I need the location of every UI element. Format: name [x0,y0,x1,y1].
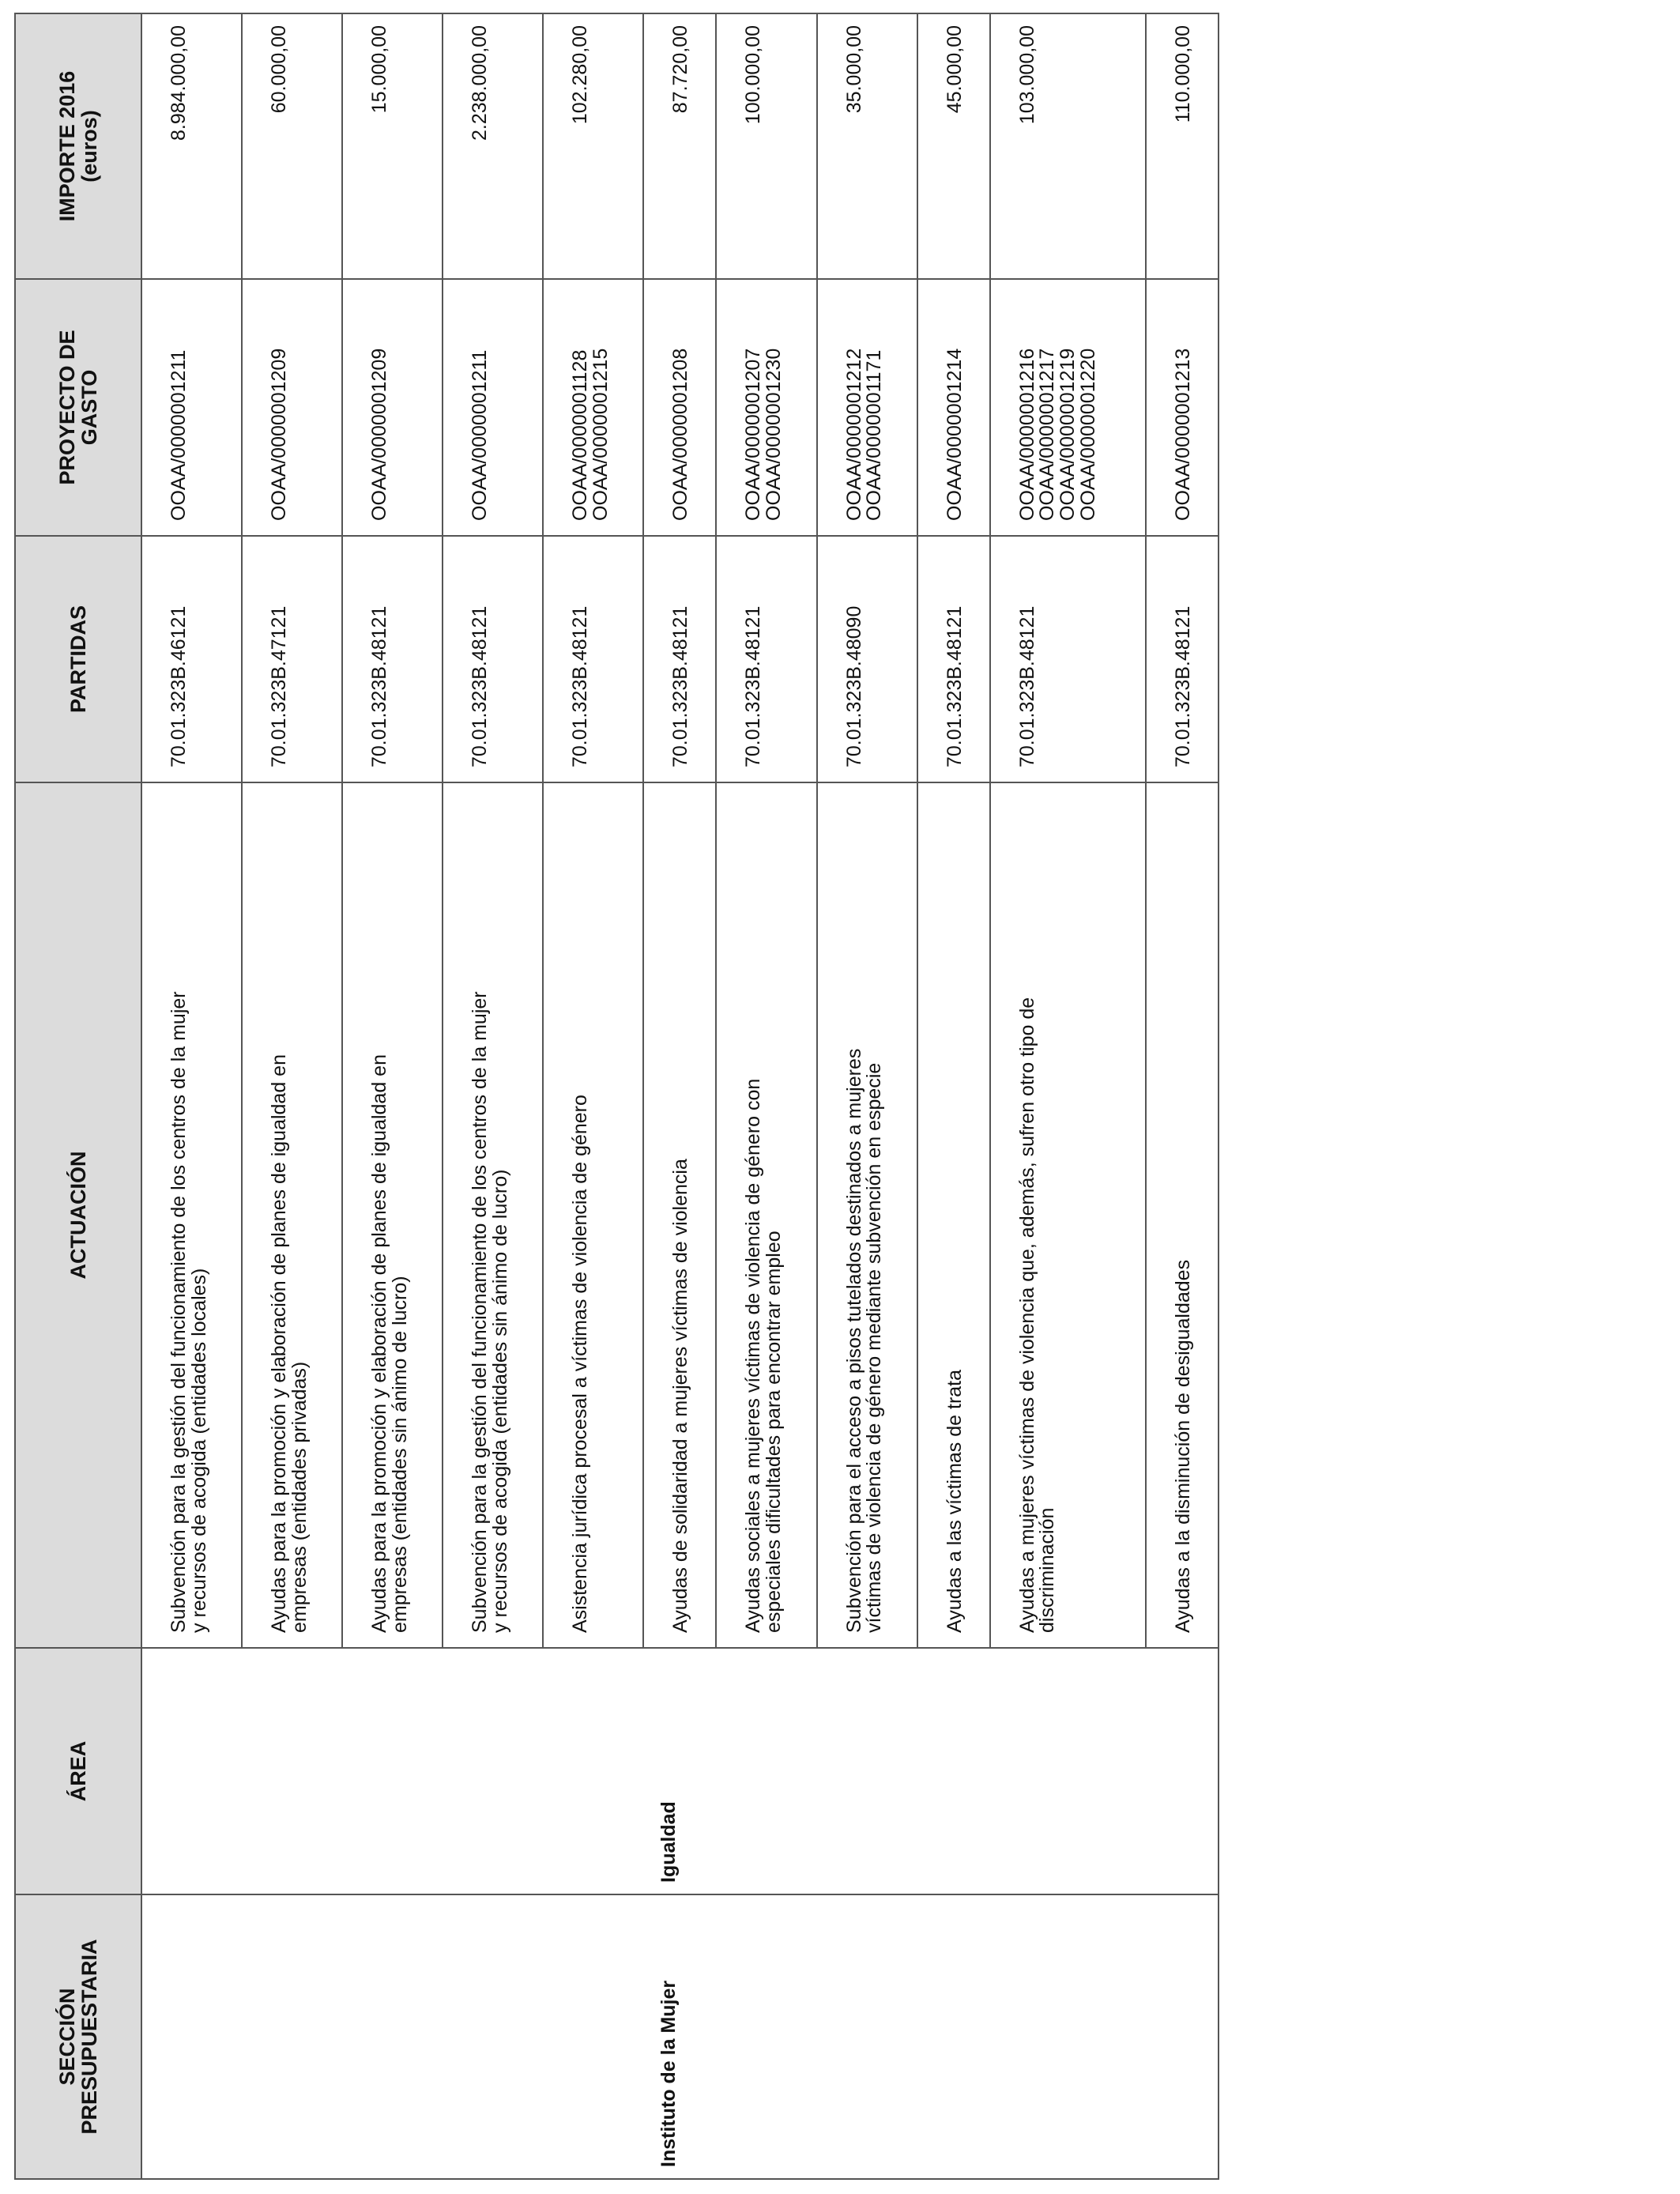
actuacion-cell: Subvención para la gestión del funcionamiento de los centros de la mujer y recursos de acogida (entidades sin ánimo de lucro) [443,782,543,1648]
importe-cell: 15.000,00 [342,13,443,279]
seccion-cell: Instituto de la Mujer [141,1894,1219,2179]
partida-cell: 70.01.323B.48090 [817,536,917,782]
rotated-page [14,14,1219,2180]
proyecto-cell: OOAA/0000001213 [1146,279,1219,536]
proyecto-cell: OOAA/0000001212 OOAA/0000001171 [817,279,917,536]
actuacion-cell: Ayudas para la promoción y elaboración de planes de igualdad en empresas (entidades privadas) [242,782,342,1648]
header-importe: IMPORTE 2016 (euros) [15,13,141,279]
importe-cell: 110.000,00 [1146,13,1219,279]
actuacion-cell: Ayudas a mujeres víctimas de violencia que, además, sufren otro tipo de discriminación [990,782,1146,1648]
actuacion-cell: Ayudas sociales a mujeres víctimas de violencia de género con especiales dificultades para encontrar empleo [716,782,816,1648]
proyecto-cell: OOAA/0000001209 [342,279,443,536]
importe-cell: 103.000,00 [990,13,1146,279]
importe-cell: 45.000,00 [917,13,990,279]
proyecto-cell: OOAA/0000001211 [141,279,242,536]
area-cell: Igualdad [141,1648,1219,1894]
partida-cell: 70.01.323B.48121 [917,536,990,782]
partida-cell: 70.01.323B.48121 [643,536,716,782]
table-row [141,13,242,2179]
header-seccion: SECCIÓN PRESUPUESTARIA [15,1894,141,2179]
proyecto-cell: OOAA/0000001207 OOAA/0000001230 [716,279,816,536]
partida-cell: 70.01.323B.47121 [242,536,342,782]
proyecto-cell: OOAA/0000001128 OOAA/0000001215 [543,279,643,536]
header-row [15,13,141,2179]
actuacion-cell: Subvención para la gestión del funcionamiento de los centros de la mujer y recursos de acogida (entidades locales) [141,782,242,1648]
importe-cell: 87.720,00 [643,13,716,279]
header-partidas: PARTIDAS [15,536,141,782]
actuacion-cell: Ayudas a la disminución de desigualdades [1146,782,1219,1648]
partida-cell: 70.01.323B.46121 [141,536,242,782]
partida-cell: 70.01.323B.48121 [716,536,816,782]
actuacion-cell: Asistencia jurídica procesal a víctimas de violencia de género [543,782,643,1648]
importe-cell: 35.000,00 [817,13,917,279]
actuacion-cell: Ayudas de solidaridad a mujeres víctimas de violencia [643,782,716,1648]
partida-cell: 70.01.323B.48121 [443,536,543,782]
proyecto-cell: OOAA/0000001211 [443,279,543,536]
header-actuacion: ACTUACIÓN [15,782,141,1648]
header-proyecto: PROYECTO DE GASTO [15,279,141,536]
importe-cell: 100.000,00 [716,13,816,279]
importe-cell: 102.280,00 [543,13,643,279]
importe-cell: 8.984.000,00 [141,13,242,279]
partida-cell: 70.01.323B.48121 [342,536,443,782]
actuacion-cell: Subvención para el acceso a pisos tutelados destinados a mujeres víctimas de violencia de género mediante subvención en especie [817,782,917,1648]
proyecto-cell: OOAA/0000001214 [917,279,990,536]
partida-cell: 70.01.323B.48121 [543,536,643,782]
actuacion-cell: Ayudas para la promoción y elaboración de planes de igualdad en empresas (entidades sin ánimo de lucro) [342,782,443,1648]
budget-table [14,13,1219,2180]
partida-cell: 70.01.323B.48121 [1146,536,1219,782]
proyecto-cell: OOAA/0000001216 OOAA/0000001217 OOAA/0000001219 OOAA/0000001220 [990,279,1146,536]
header-area: ÁREA [15,1648,141,1894]
importe-cell: 2.238.000,00 [443,13,543,279]
partida-cell: 70.01.323B.48121 [990,536,1146,782]
actuacion-cell: Ayudas a las víctimas de trata [917,782,990,1648]
proyecto-cell: OOAA/0000001209 [242,279,342,536]
proyecto-cell: OOAA/0000001208 [643,279,716,536]
importe-cell: 60.000,00 [242,13,342,279]
